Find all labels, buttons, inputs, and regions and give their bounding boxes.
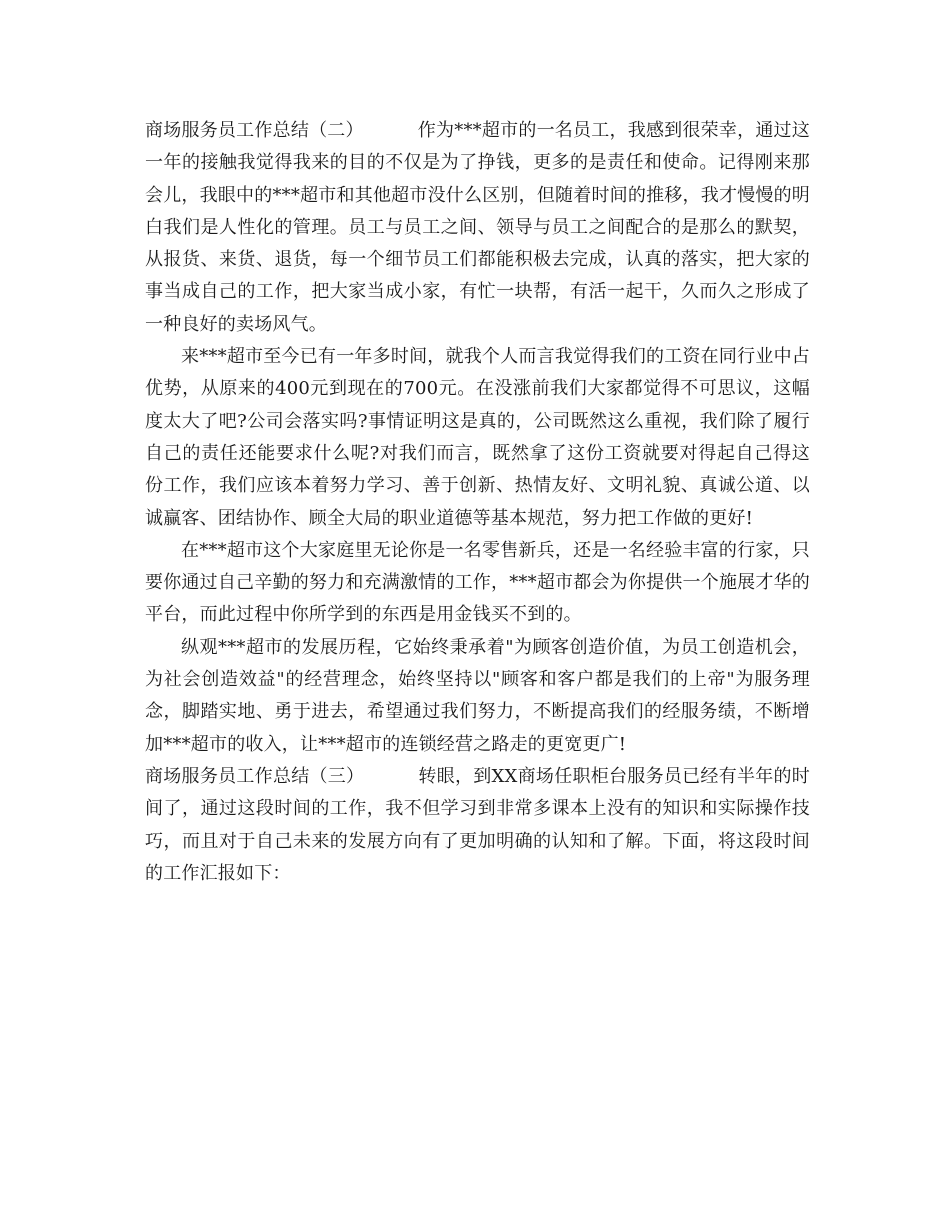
section-2-paragraph-2: 在***超市这个大家庭里无论你是一名零售新兵，还是一名经验丰富的行家，只要你通过自己辛勤的努力和充满激情的工作，***超市都会为你提供一个施展才华的平台，而此过程中你所学到的东西是用金钱买不到的。 — [145, 539, 810, 626]
section-3-heading: 商场服务员工作总结（三） — [145, 765, 365, 787]
section-2-lead-text: 作为***超市的一名员工，我感到很荣幸，通过这一年的接触我觉得我来的目的不仅是为了挣钱，更多的是责任和使命。记得刚来那会儿，我眼中的***超市和其他超市没什么区别，但随着时间的推移，我才慢慢的明白我们是人性化的管理。员工与员工之间、领导与员工之间配合的是那么的默契，从报货、来货、退货，每一个细节员工们都能积极去完成，认真的落实，把大家的事当成自己的工作，把大家当成小家，有忙一块帮，有活一起干，久而久之形成了一种良好的卖场风气。 — [145, 120, 810, 335]
document-body — [145, 115, 810, 890]
section-2-paragraph-1: 来***超市至今已有一年多时间，就我个人而言我觉得我们的工资在同行业中占优势，从原来的400元到现在的700元。在没涨前我们大家都觉得不可思议，这幅度太大了吧?公司会落实吗?事情证明这是真的，公司既然这么重视，我们除了履行自己的责任还能要求什么呢?对我们而言，既然拿了这份工资就要对得起自己得这份工作，我们应该本着努力学习、善于创新、热情友好、文明礼貌、真诚公道、以诚赢客、团结协作、顾全大局的职业道德等基本规范，努力把工作做的更好! — [145, 346, 810, 529]
section-3-lead-text: 转眼，到XX商场任职柜台服务员已经有半年的时间了，通过这段时间的工作，我不但学习到非常多课本上没有的知识和实际操作技巧，而且对于自己未来的发展方向有了更加明确的认知和了解。下面，将这段时间的工作汇报如下： — [145, 765, 811, 884]
section-3-opening — [145, 761, 810, 890]
section-2-paragraph-3: 纵观***超市的发展历程，它始终秉承着"为顾客创造价值，为员工创造机会，为社会创造效益"的经营理念，始终坚持以"顾客和客户都是我们的上帝"为服务理念，脚踏实地、勇于进去，希望通过我们努力，不断提高我们的经服务绩，不断增加***超市的收入，让***超市的连锁经营之路走的更宽更广! — [145, 636, 810, 755]
section-2-heading: 商场服务员工作总结（二） — [145, 120, 364, 141]
section-2-opening — [145, 115, 810, 341]
